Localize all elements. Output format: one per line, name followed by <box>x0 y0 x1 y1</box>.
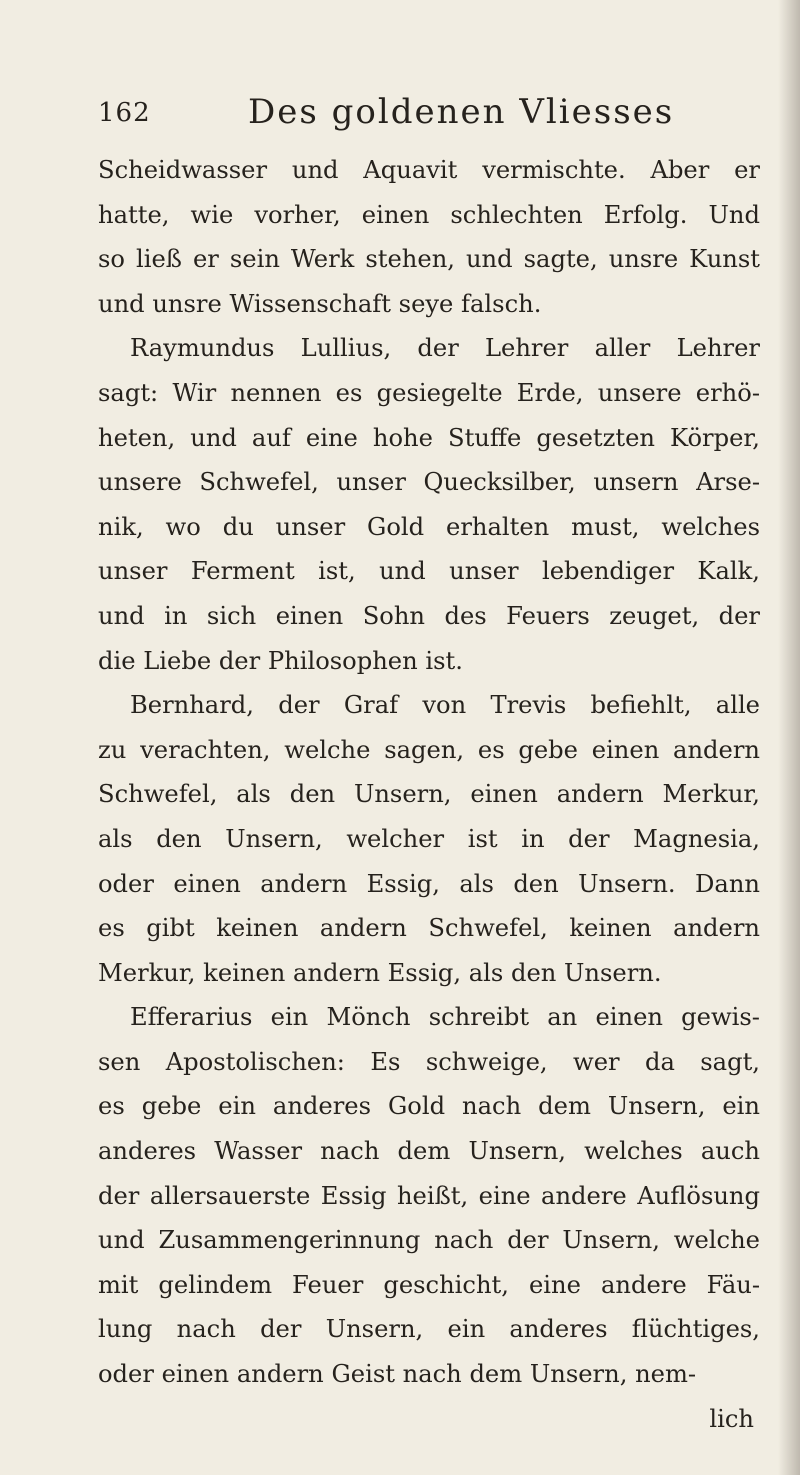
text-line: lung nach der Unsern, ein anderes flüchtiges, <box>98 1315 760 1344</box>
running-title: Des goldenen Vliesses <box>248 92 675 132</box>
text-line: Schwefel, als den Unsern, einen andern Merkur, <box>98 780 760 809</box>
text-line: anderes Wasser nach dem Unsern, welches auch <box>98 1137 760 1166</box>
text-line: es gibt keinen andern Schwefel, keinen andern <box>98 914 760 943</box>
text-line: Merkur, keinen andern Essig, als den Unsern. <box>98 958 662 987</box>
page-edge-shadow <box>778 0 800 1475</box>
text-line: und Zusammengerinnung nach der Unsern, welche <box>98 1226 760 1255</box>
text-line: heten, und auf eine hohe Stuffe gesetzten Körper, <box>98 423 760 452</box>
text-line: unsere Schwefel, unser Quecksilber, unsern Arse- <box>98 468 760 497</box>
text-line: und in sich einen Sohn des Feuers zeuget, der <box>98 601 760 630</box>
text-line: sagt: Wir nennen es gesiegelte Erde, unsere erhö- <box>98 378 760 407</box>
text-line: Raymundus Lullius, der Lehrer aller Lehrer <box>130 334 760 363</box>
text-line: als den Unsern, welcher ist in der Magnesia, <box>98 824 760 853</box>
text-line: sen Apostolischen: Es schweige, wer da sagt, <box>98 1047 760 1076</box>
text-line: so ließ er sein Werk stehen, und sagte, unsre Kunst <box>98 245 760 274</box>
text-line: mit gelindem Feuer geschicht, eine andere Fäu- <box>98 1270 760 1299</box>
text-line: unser Ferment ist, und unser lebendiger Kalk, <box>98 557 760 586</box>
text-line: Scheidwasser und Aquavit vermischte. Aber er <box>98 156 760 184</box>
text-line: oder einen andern Geist nach dem Unsern, nem- <box>98 1360 697 1389</box>
text-line: und unsre Wissenschaft seye falsch. <box>98 289 542 318</box>
text-line: es gebe ein anderes Gold nach dem Unsern, ein <box>98 1092 760 1121</box>
page-header <box>98 92 730 132</box>
body-text <box>98 148 760 1441</box>
text-line: hatte, wie vorher, einen schlechten Erfolg. Und <box>98 200 760 229</box>
text-line: nik, wo du unser Gold erhalten must, welches <box>98 512 760 541</box>
text-line: oder einen andern Essig, als den Unsern. Dann <box>98 869 760 898</box>
text-line: Efferarius ein Mönch schreibt an einen gewis- <box>130 1003 760 1032</box>
text-line: der allersauerste Essig heißt, eine andere Auflösung <box>98 1181 760 1210</box>
text-line: Bernhard, der Graf von Trevis befiehlt, alle <box>130 691 760 720</box>
text-lines <box>98 148 760 1397</box>
page-number: 162 <box>98 98 151 128</box>
catchword: lich <box>709 1404 754 1433</box>
text-line: die Liebe der Philosophen ist. <box>98 646 463 675</box>
text-line: zu verachten, welche sagen, es gebe einen andern <box>98 735 760 764</box>
